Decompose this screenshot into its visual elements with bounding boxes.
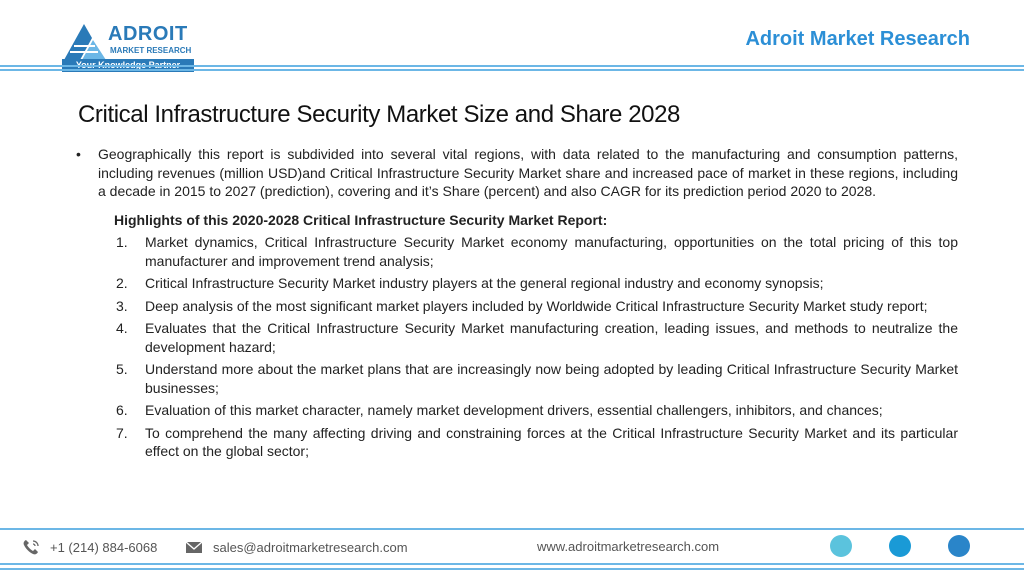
item-text: To comprehend the many affecting driving and constraining forces at the Critical Infrastructure Security Market and its particular effect on the global sector; (145, 424, 958, 459)
item-text: Evaluation of this market character, namely market development drivers, essential challengers, inhibitors, and chances; (145, 402, 883, 418)
phone-number: +1 (214) 884-6068 (50, 539, 158, 555)
item-number: 3. (116, 297, 128, 314)
item-number: 4. (116, 320, 128, 336)
item-text: Market dynamics, Critical Infrastructure Security Market economy manufacturing, opportunities on the total pricing of this top manufacturer and improvement trend analysis; (145, 234, 958, 269)
item-number: 1. (116, 234, 128, 250)
website-url: www.adroitmarketresearch.com (537, 539, 720, 554)
decorative-dot (948, 535, 970, 557)
logo-name: ADROIT (108, 23, 188, 45)
page-title: Critical Infrastructure Security Market Size and Share 2028 (78, 101, 681, 128)
brand-name: Adroit Market Research (745, 28, 970, 50)
footer-phone[interactable] (22, 539, 157, 555)
item-number: 6. (116, 402, 128, 418)
footer-email[interactable] (185, 539, 408, 555)
item-number: 5. (116, 361, 128, 377)
bullet-marker: • (76, 146, 81, 162)
header-divider (0, 65, 1024, 67)
list-item (74, 401, 958, 420)
main-content (74, 145, 958, 465)
footer-divider (0, 568, 1024, 570)
header (0, 0, 1024, 76)
logo-subtitle: MARKET RESEARCH (110, 46, 192, 55)
list-item (74, 319, 958, 356)
envelope-icon (185, 539, 203, 555)
list-item (74, 297, 958, 316)
item-text: Understand more about the market plans that are increasingly now being adopted by leading Critical Infrastructure Security Market businesses; (145, 361, 958, 396)
footer-divider (0, 528, 1024, 530)
item-text: Critical Infrastructure Security Market industry players at the general regional industry and economy synopsis; (145, 275, 824, 291)
item-number: 7. (116, 424, 128, 441)
list-item (74, 424, 958, 461)
footer-website[interactable] (537, 539, 719, 554)
item-text: Deep analysis of the most significant market players included by Worldwide Critical Infrastructure Security Market study report; (145, 297, 928, 314)
decorative-dot (889, 535, 911, 557)
email-address: sales@adroitmarketresearch.com (213, 539, 408, 555)
list-item (74, 274, 958, 293)
phone-icon (22, 539, 40, 555)
footer-divider (0, 563, 1024, 565)
decorative-dot (830, 535, 852, 557)
highlights-heading: Highlights of this 2020-2028 Critical Infrastructure Security Market Report: (114, 211, 608, 228)
header-divider (0, 69, 1024, 71)
intro-paragraph (74, 145, 958, 201)
item-number: 2. (116, 275, 128, 291)
list-item (74, 360, 958, 397)
intro-text: Geographically this report is subdivided into several vital regions, with data related to the manufacturing and consumption patterns, including revenues (million USD)and Critical Infrastructure Security Market share and increased pace of market in these regions, including a decade in 2015 to 2027 (prediction), covering and it’s Share (percent) and also CAGR for its prediction period 2020 to 2028. (98, 146, 958, 199)
highlights-list (74, 233, 958, 461)
list-item (74, 233, 958, 270)
item-text: Evaluates that the Critical Infrastructure Security Market manufacturing creation, leading issues, and methods to neutralize the development hazard; (145, 320, 958, 355)
logo-triangle-icon (62, 22, 108, 62)
footer (0, 534, 1024, 564)
